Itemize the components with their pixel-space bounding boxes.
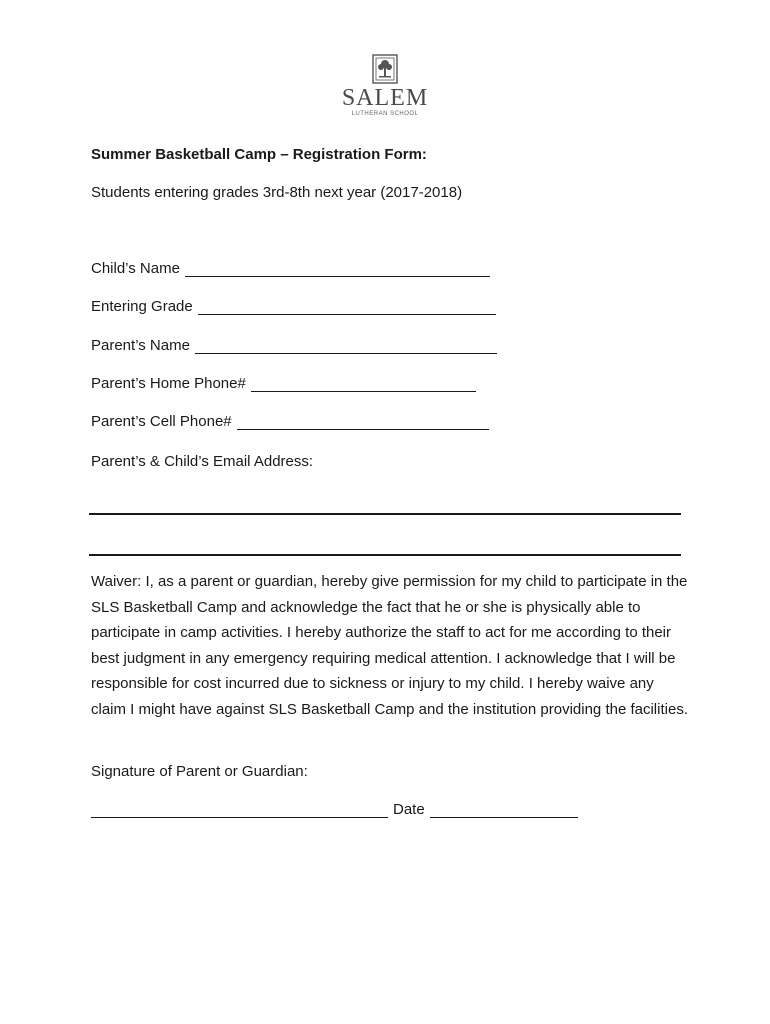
home-phone-line[interactable] bbox=[251, 376, 476, 392]
signature-line[interactable] bbox=[91, 802, 388, 818]
child-name-field[interactable] bbox=[91, 259, 490, 279]
signature-row[interactable] bbox=[91, 800, 578, 820]
cell-phone-line[interactable] bbox=[237, 414, 489, 430]
email-line-2[interactable] bbox=[89, 554, 681, 556]
parent-name-label: Parent’s Name bbox=[91, 337, 190, 354]
home-phone-label: Parent’s Home Phone# bbox=[91, 375, 246, 392]
date-line[interactable] bbox=[430, 802, 578, 818]
form-title: Summer Basketball Camp – Registration Form: bbox=[91, 146, 427, 163]
email-label: Parent’s & Child’s Email Address: bbox=[91, 453, 314, 470]
child-name-label: Child’s Name bbox=[91, 260, 180, 277]
form-subtitle: Students entering grades 3rd-8th next year (2017-2018) bbox=[91, 184, 463, 201]
child-name-line[interactable] bbox=[185, 261, 490, 277]
logo-name: SALEM bbox=[341, 85, 429, 111]
parent-name-field[interactable] bbox=[91, 336, 497, 356]
tree-seal-icon bbox=[372, 54, 398, 84]
entering-grade-label: Entering Grade bbox=[91, 298, 193, 315]
waiver-text: Waiver: I, as a parent or guardian, hereby give permission for my child to participate in the SLS Basketball Camp and acknowledge the fact that he or she is physically able to participate in camp activities. I hereby authorize the staff to act for me according to their best judgment in any emergency requiring medical attention. I acknowledge that I will be responsible for cost incurred due to sickness or injury to my child. I hereby waive any claim I might have against SLS Basketball Camp and the institution providing the facilities. bbox=[91, 573, 688, 718]
parent-name-line[interactable] bbox=[195, 338, 497, 354]
email-line-1[interactable] bbox=[89, 513, 681, 515]
date-label: Date bbox=[393, 801, 425, 818]
school-logo bbox=[340, 54, 430, 118]
logo-subtitle: LUTHERAN SCHOOL bbox=[351, 111, 419, 117]
cell-phone-label: Parent’s Cell Phone# bbox=[91, 413, 232, 430]
cell-phone-field[interactable] bbox=[91, 412, 489, 432]
entering-grade-line[interactable] bbox=[198, 299, 496, 315]
entering-grade-field[interactable] bbox=[91, 297, 496, 317]
signature-label: Signature of Parent or Guardian: bbox=[91, 763, 308, 780]
home-phone-field[interactable] bbox=[91, 374, 476, 394]
